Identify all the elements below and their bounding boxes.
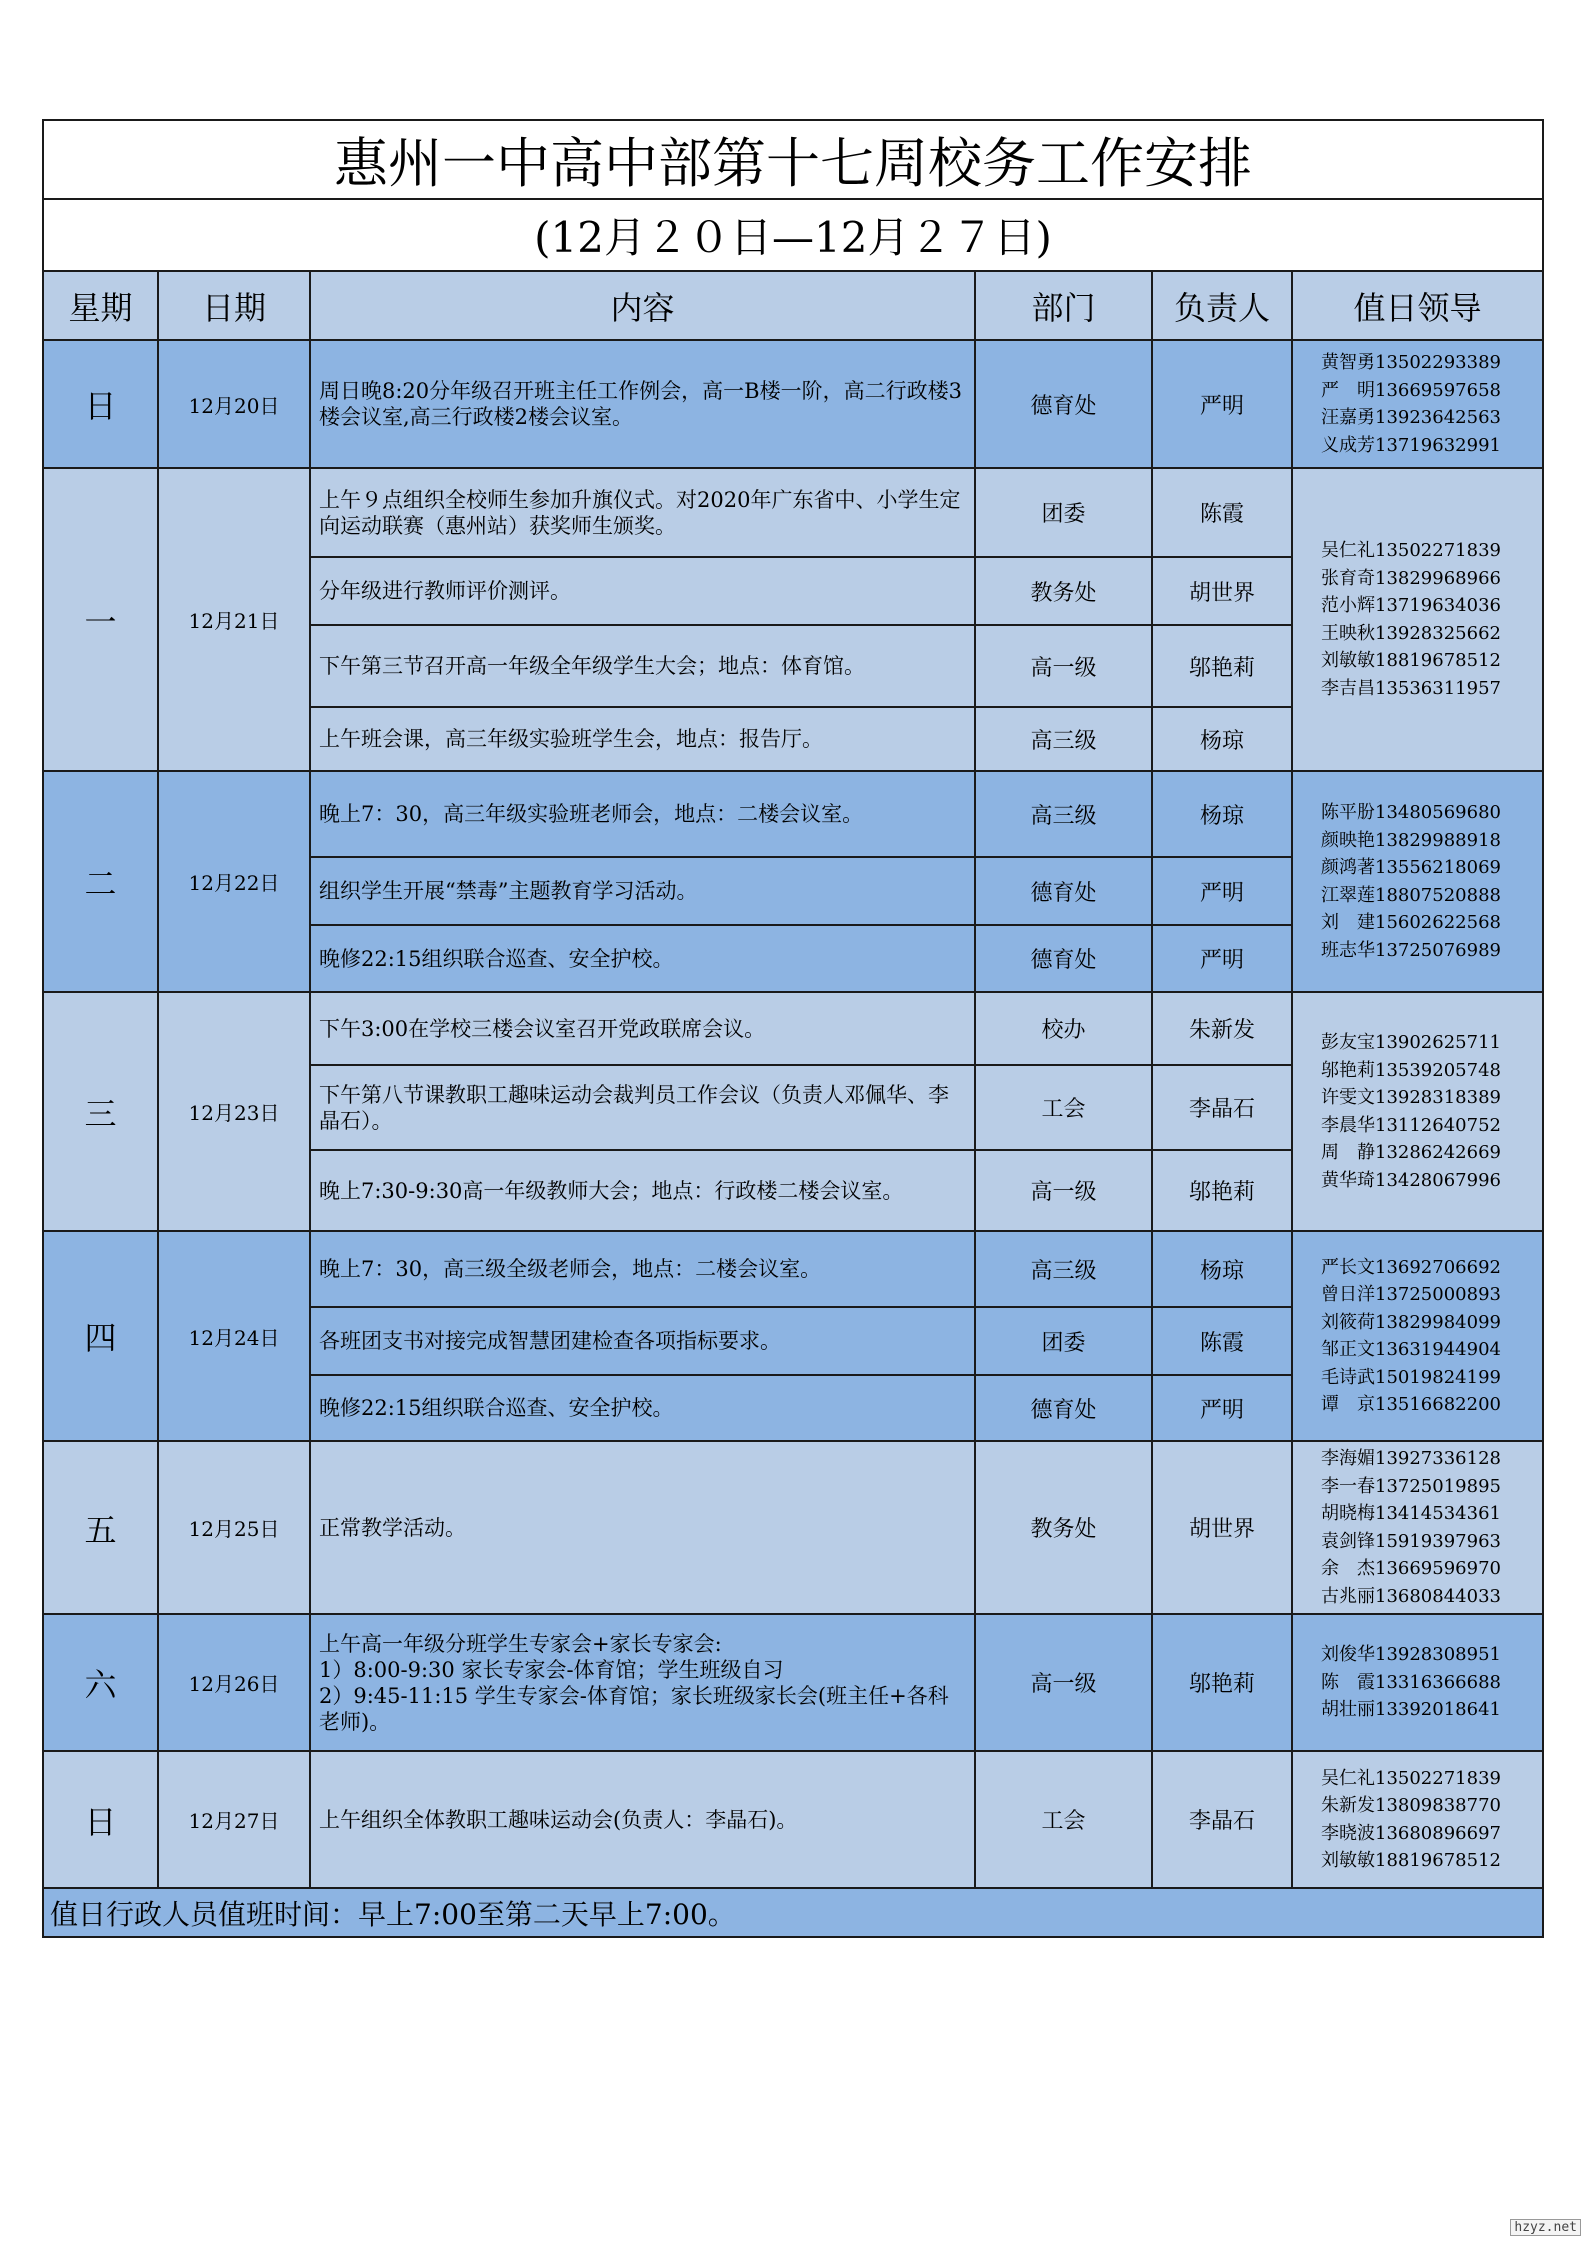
weekday-cell: 一 bbox=[43, 468, 158, 771]
person-cell: 严明 bbox=[1152, 1375, 1292, 1441]
person-cell: 邬艳莉 bbox=[1152, 1150, 1292, 1231]
weekday-cell: 六 bbox=[43, 1614, 158, 1751]
department-cell: 德育处 bbox=[975, 925, 1152, 992]
leader-entry: 毛诗武15019824199 bbox=[1321, 1366, 1501, 1388]
leader-entry: 义成芳13719632991 bbox=[1321, 434, 1501, 456]
leader-entry: 许雯文13928318389 bbox=[1321, 1087, 1501, 1108]
department-cell: 工会 bbox=[975, 1751, 1152, 1888]
leaders-cell bbox=[1292, 771, 1543, 992]
leader-entry: 张育奇13829968966 bbox=[1321, 567, 1501, 589]
weekday-cell: 四 bbox=[43, 1231, 158, 1441]
content-cell: 晚修22:15组织联合巡查、安全护校。 bbox=[310, 1375, 975, 1441]
leader-entry: 吴仁礼13502271839 bbox=[1321, 1767, 1501, 1789]
leader-entry: 陈平朌13480569680 bbox=[1321, 802, 1501, 823]
leader-entry: 邹正文13631944904 bbox=[1321, 1339, 1501, 1360]
leader-entry: 彭友宝13902625711 bbox=[1321, 1032, 1501, 1053]
table-row bbox=[43, 771, 1543, 857]
schedule-table bbox=[42, 119, 1544, 1938]
table-row bbox=[43, 1751, 1543, 1888]
person-cell: 陈霞 bbox=[1152, 1307, 1292, 1375]
leader-entry: 严 明13669597658 bbox=[1321, 379, 1501, 401]
date-cell: 12月20日 bbox=[158, 340, 310, 468]
table-row bbox=[43, 340, 1543, 468]
leader-entry: 陈 霞13316366688 bbox=[1321, 1671, 1501, 1693]
person-cell: 胡世界 bbox=[1152, 557, 1292, 625]
department-cell: 教务处 bbox=[975, 557, 1152, 625]
department-cell: 高一级 bbox=[975, 1150, 1152, 1231]
table-row bbox=[43, 468, 1543, 557]
leaders-cell bbox=[1292, 1231, 1543, 1441]
leader-entry: 刘筱荷13829984099 bbox=[1321, 1311, 1501, 1333]
content-cell: 下午3:00在学校三楼会议室召开党政联席会议。 bbox=[310, 992, 975, 1065]
leader-entry: 黄智勇13502293389 bbox=[1321, 352, 1501, 373]
department-cell: 工会 bbox=[975, 1065, 1152, 1150]
leader-entry: 胡壮丽13392018641 bbox=[1321, 1699, 1501, 1721]
department-cell: 教务处 bbox=[975, 1441, 1152, 1614]
leader-entry: 袁剑锋15919397963 bbox=[1321, 1530, 1501, 1552]
content-cell: 下午第八节课教职工趣味运动会裁判员工作会议（负责人邓佩华、李晶石）。 bbox=[310, 1065, 975, 1150]
leader-entry: 刘敏敏18819678512 bbox=[1321, 650, 1501, 671]
weekday-cell: 二 bbox=[43, 771, 158, 992]
header-date: 日期 bbox=[158, 271, 310, 340]
date-range: (12月２０日—12月２７日) bbox=[43, 199, 1543, 271]
leader-entry: 朱新发13809838770 bbox=[1321, 1795, 1501, 1816]
page-title: 惠州一中高中部第十七周校务工作安排 bbox=[43, 120, 1543, 199]
table-row bbox=[43, 1231, 1543, 1307]
leader-entry: 余 杰13669596970 bbox=[1321, 1558, 1501, 1579]
leader-entry: 黄华琦13428067996 bbox=[1321, 1169, 1501, 1191]
date-cell: 12月25日 bbox=[158, 1441, 310, 1614]
leaders-cell bbox=[1292, 992, 1543, 1231]
leader-entry: 邬艳莉13539205748 bbox=[1321, 1059, 1501, 1081]
date-cell: 12月26日 bbox=[158, 1614, 310, 1751]
table-row bbox=[43, 992, 1543, 1065]
content-cell: 正常教学活动。 bbox=[310, 1441, 975, 1614]
department-cell: 团委 bbox=[975, 1307, 1152, 1375]
leaders-cell bbox=[1292, 340, 1543, 468]
person-cell: 杨琼 bbox=[1152, 1231, 1292, 1307]
department-cell: 高三级 bbox=[975, 707, 1152, 771]
content-cell: 周日晚8:20分年级召开班主任工作例会，高一B楼一阶，高二行政楼3楼会议室,高三行政楼2楼会议室。 bbox=[310, 340, 975, 468]
leader-entry: 李晓波13680896697 bbox=[1321, 1822, 1501, 1844]
leader-entry: 李吉昌13536311957 bbox=[1321, 677, 1501, 699]
leaders-cell bbox=[1292, 1441, 1543, 1614]
content-cell: 晚上7:30-9:30高一年级教师大会；地点：行政楼二楼会议室。 bbox=[310, 1150, 975, 1231]
weekday-cell: 五 bbox=[43, 1441, 158, 1614]
table-row bbox=[43, 1441, 1543, 1614]
header-row bbox=[43, 271, 1543, 340]
leader-entry: 范小辉13719634036 bbox=[1321, 595, 1501, 616]
leader-entry: 李海媚13927336128 bbox=[1321, 1448, 1501, 1469]
person-cell: 陈霞 bbox=[1152, 468, 1292, 557]
content-line: 1）8:00-9:30 家长专家会-体育馆；学生班级自习 bbox=[319, 1657, 784, 1682]
leader-entry: 曾日洋13725000893 bbox=[1321, 1284, 1501, 1305]
person-cell: 胡世界 bbox=[1152, 1441, 1292, 1614]
date-cell: 12月27日 bbox=[158, 1751, 310, 1888]
leader-entry: 古兆丽13680844033 bbox=[1321, 1585, 1501, 1607]
date-cell: 12月21日 bbox=[158, 468, 310, 771]
person-cell: 邬艳莉 bbox=[1152, 625, 1292, 707]
department-cell: 德育处 bbox=[975, 1375, 1152, 1441]
leader-entry: 刘敏敏18819678512 bbox=[1321, 1850, 1501, 1871]
weekday-cell: 日 bbox=[43, 340, 158, 468]
content-cell: 晚上7：30，高三级全级老师会，地点：二楼会议室。 bbox=[310, 1231, 975, 1307]
leader-entry: 李晨华13112640752 bbox=[1321, 1114, 1501, 1136]
person-cell: 杨琼 bbox=[1152, 771, 1292, 857]
leaders-cell bbox=[1292, 1751, 1543, 1888]
content-cell: 晚上7：30，高三年级实验班老师会，地点：二楼会议室。 bbox=[310, 771, 975, 857]
header-department: 部门 bbox=[975, 271, 1152, 340]
leader-entry: 严长文13692706692 bbox=[1321, 1256, 1501, 1278]
leaders-cell bbox=[1292, 468, 1543, 771]
content-cell: 分年级进行教师评价测评。 bbox=[310, 557, 975, 625]
header-person: 负责人 bbox=[1152, 271, 1292, 340]
footer-row bbox=[43, 1888, 1543, 1937]
content-cell: 各班团支书对接完成智慧团建检查各项指标要求。 bbox=[310, 1307, 975, 1375]
department-cell: 德育处 bbox=[975, 857, 1152, 925]
leader-entry: 班志华13725076989 bbox=[1321, 939, 1501, 961]
leader-entry: 吴仁礼13502271839 bbox=[1321, 540, 1501, 561]
weekday-cell: 三 bbox=[43, 992, 158, 1231]
table-row bbox=[43, 1614, 1543, 1751]
leaders-cell bbox=[1292, 1614, 1543, 1751]
department-cell: 高一级 bbox=[975, 1614, 1152, 1751]
date-cell: 12月22日 bbox=[158, 771, 310, 992]
content-cell: 晚修22:15组织联合巡查、安全护校。 bbox=[310, 925, 975, 992]
person-cell: 朱新发 bbox=[1152, 992, 1292, 1065]
department-cell: 团委 bbox=[975, 468, 1152, 557]
leader-entry: 胡晓梅13414534361 bbox=[1321, 1503, 1501, 1524]
department-cell: 校办 bbox=[975, 992, 1152, 1065]
person-cell: 李晶石 bbox=[1152, 1065, 1292, 1150]
person-cell: 杨琼 bbox=[1152, 707, 1292, 771]
content-cell: 上午９点组织全校师生参加升旗仪式。对2020年广东省中、小学生定向运动联赛（惠州站）获奖师生颁奖。 bbox=[310, 468, 975, 557]
leader-entry: 刘俊华13928308951 bbox=[1321, 1644, 1501, 1666]
header-leaders: 值日领导 bbox=[1292, 271, 1543, 340]
leader-entry: 王映秋13928325662 bbox=[1321, 622, 1501, 644]
person-cell: 邬艳莉 bbox=[1152, 1614, 1292, 1751]
leader-entry: 颜鸿著13556218069 bbox=[1321, 857, 1501, 878]
weekday-cell: 日 bbox=[43, 1751, 158, 1888]
leader-entry: 李一春13725019895 bbox=[1321, 1475, 1501, 1497]
person-cell: 李晶石 bbox=[1152, 1751, 1292, 1888]
header-weekday: 星期 bbox=[43, 271, 158, 340]
person-cell: 严明 bbox=[1152, 857, 1292, 925]
content-cell: 上午班会课，高三年级实验班学生会，地点：报告厅。 bbox=[310, 707, 975, 771]
department-cell: 高三级 bbox=[975, 1231, 1152, 1307]
content-line: 上午高一年级分班学生专家会+家长专家会: bbox=[319, 1631, 722, 1656]
department-cell: 德育处 bbox=[975, 340, 1152, 468]
content-cell: 下午第三节召开高一年级全年级学生大会；地点：体育馆。 bbox=[310, 625, 975, 707]
content-cell: 组织学生开展“禁毒”主题教育学习活动。 bbox=[310, 857, 975, 925]
leader-entry: 江翠莲18807520888 bbox=[1321, 884, 1501, 906]
leader-entry: 周 静13286242669 bbox=[1321, 1142, 1501, 1163]
content-line: 2）9:45-11:15 学生专家会-体育馆；家长班级家长会(班主任+各科老师)。 bbox=[319, 1683, 949, 1734]
leader-entry: 谭 京13516682200 bbox=[1321, 1394, 1501, 1415]
leader-entry: 汪嘉勇13923642563 bbox=[1321, 407, 1501, 428]
person-cell: 严明 bbox=[1152, 925, 1292, 992]
duty-time-note: 值日行政人员值班时间：早上7:00至第二天早上7:00。 bbox=[43, 1888, 1543, 1937]
content-cell: 上午组织全体教职工趣味运动会(负责人：李晶石)。 bbox=[310, 1751, 975, 1888]
content-cell bbox=[310, 1614, 975, 1751]
department-cell: 高三级 bbox=[975, 771, 1152, 857]
leader-entry: 颜映艳13829988918 bbox=[1321, 829, 1501, 851]
watermark: hzyz.net bbox=[1510, 2219, 1581, 2236]
department-cell: 高一级 bbox=[975, 625, 1152, 707]
person-cell: 严明 bbox=[1152, 340, 1292, 468]
date-cell: 12月23日 bbox=[158, 992, 310, 1231]
leader-entry: 刘 建15602622568 bbox=[1321, 912, 1501, 933]
header-content: 内容 bbox=[310, 271, 975, 340]
date-cell: 12月24日 bbox=[158, 1231, 310, 1441]
